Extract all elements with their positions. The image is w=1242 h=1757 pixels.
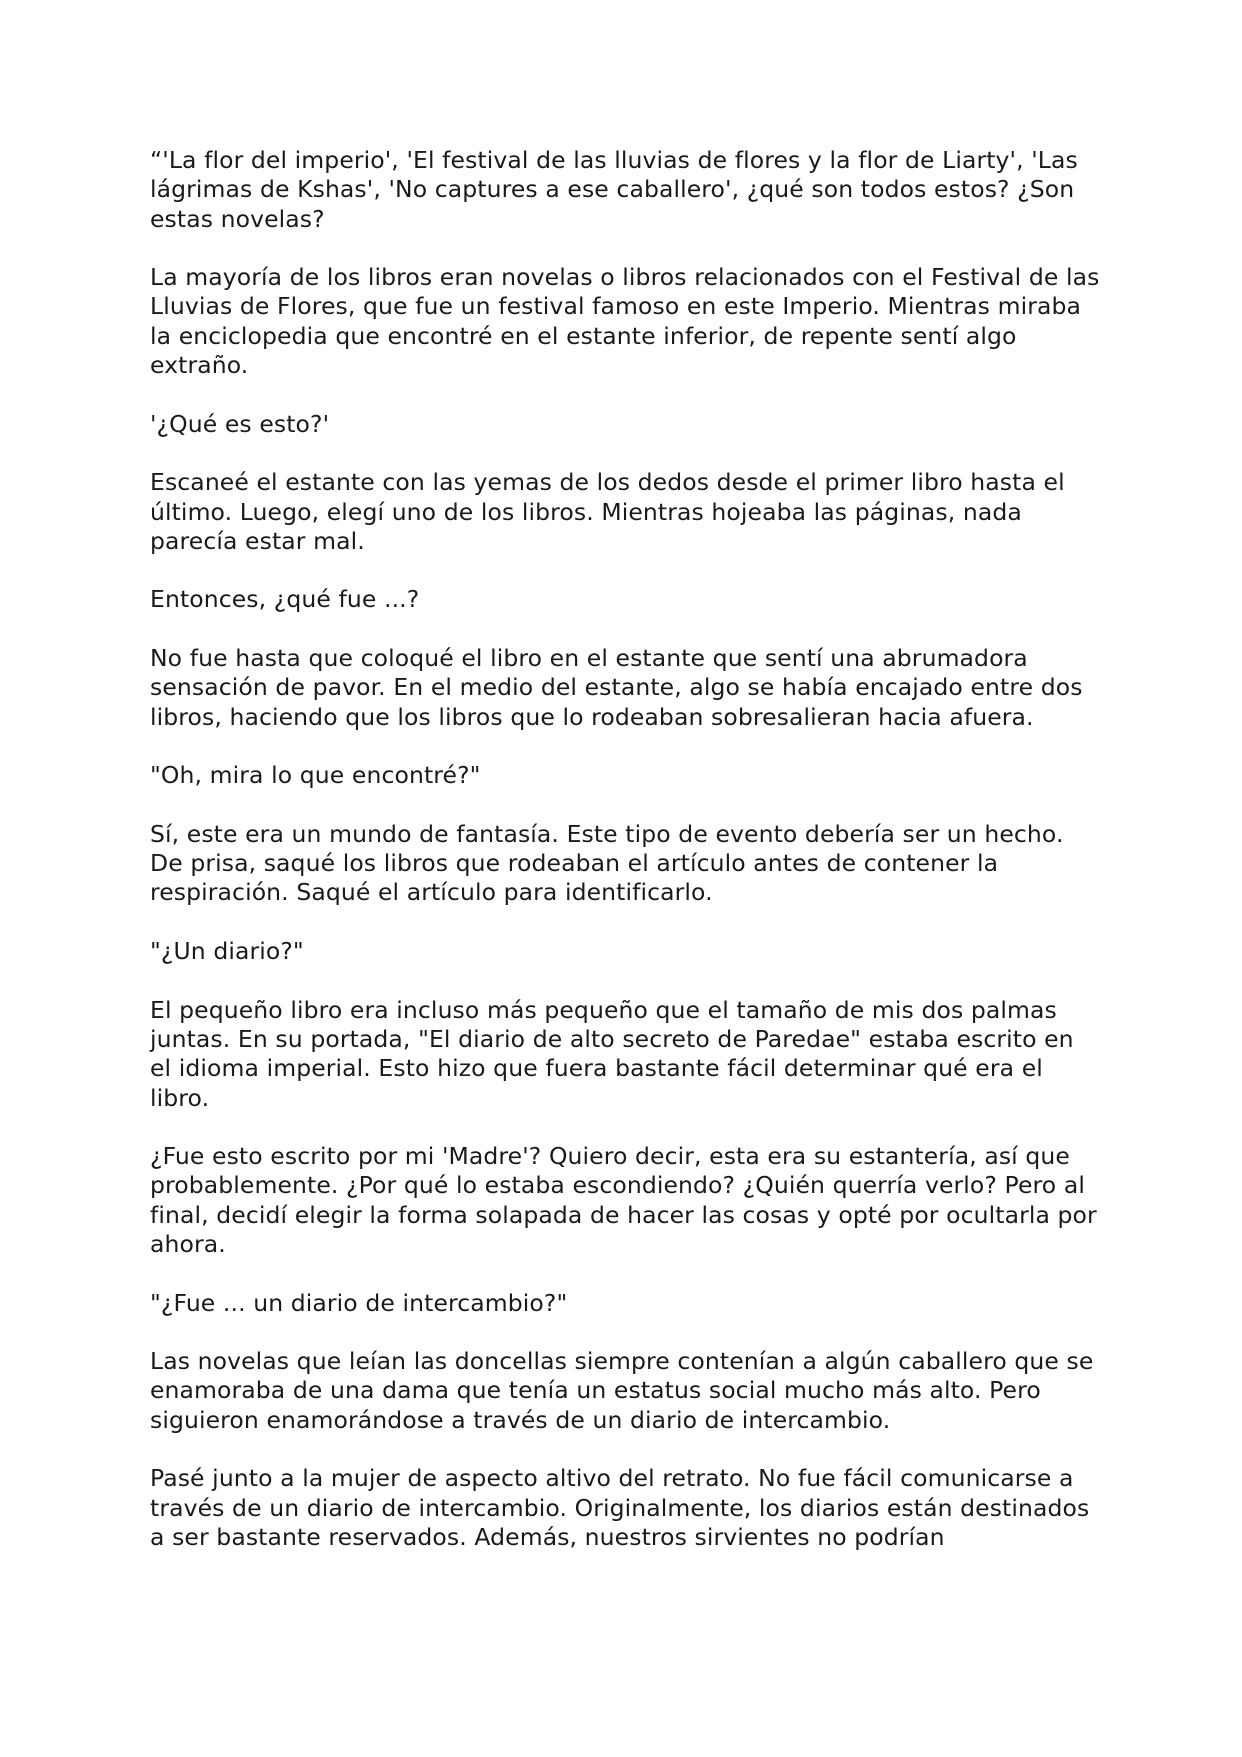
paragraph-11: ¿Fue esto escrito por mi 'Madre'? Quiero decir, esta era su estantería, así que probablemente. ¿Por qué lo estaba escondiendo? ¿Quién querría verlo? Pero al final, decidí elegir la forma solapada de hacer las cosas y opté por ocultarla por ahora. xyxy=(150,1142,1097,1258)
paragraph-10: El pequeño libro era incluso más pequeño que el tamaño de mis dos palmas juntas. En su portada, "El diario de alto secreto de Paredae" estaba escrito en el idioma imperial. Esto hizo que fuera bastante fácil determinar qué era el libro. xyxy=(150,995,1074,1112)
document-body xyxy=(150,146,1100,1582)
paragraph-9: "¿Un diario?" xyxy=(150,937,304,966)
paragraph-3: '¿Qué es esto?' xyxy=(150,409,330,438)
paragraph-7: "Oh, mira lo que encontré?" xyxy=(150,761,481,790)
paragraph-8: Sí, este era un mundo de fantasía. Este tipo de evento debería ser un hecho. De prisa, saqué los libros que rodeaban el artículo antes de contener la respiración. Saqué el artículo para identificarlo. xyxy=(150,819,1064,907)
paragraph-5: Entonces, ¿qué fue ...? xyxy=(150,585,420,614)
paragraph-4: Escaneé el estante con las yemas de los dedos desde el primer libro hasta el último. Luego, elegí uno de los libros. Mientras hojeaba las páginas, nada parecía estar mal. xyxy=(150,468,1065,555)
paragraph-12: "¿Fue ... un diario de intercambio?" xyxy=(150,1288,568,1317)
paragraph-6: No fue hasta que coloqué el libro en el estante que sentí una abrumadora sensación de pavor. En el medio del estante, algo se había encajado entre dos libros, haciendo que los libros que lo rodeaban sobresalieran hacia afuera. xyxy=(150,644,1083,731)
paragraph-14: Pasé junto a la mujer de aspecto altivo del retrato. No fue fácil comunicarse a través de un diario de intercambio. Originalmente, los diarios están destinados a ser bastante reservados. Además, nuestros sirvientes no podrían xyxy=(150,1464,1090,1551)
paragraph-13: Las novelas que leían las doncellas siempre contenían a algún caballero que se enamoraba de una dama que tenía un estatus social mucho más alto. Pero siguieron enamorándose a través de un diario de intercambio. xyxy=(150,1347,1094,1434)
paragraph-2: La mayoría de los libros eran novelas o libros relacionados con el Festival de las Lluvias de Flores, que fue un festival famoso en este Imperio. Mientras miraba la enciclopedia que encontré en el estante inferior, de repente sentí algo extraño. xyxy=(150,263,1100,380)
paragraph-1: “'La flor del imperio', 'El festival de las lluvias de flores y la flor de Liarty', 'Las lágrimas de Kshas', 'No captures a ese caballero', ¿qué son todos estos? ¿Son estas novelas? xyxy=(150,146,1078,233)
